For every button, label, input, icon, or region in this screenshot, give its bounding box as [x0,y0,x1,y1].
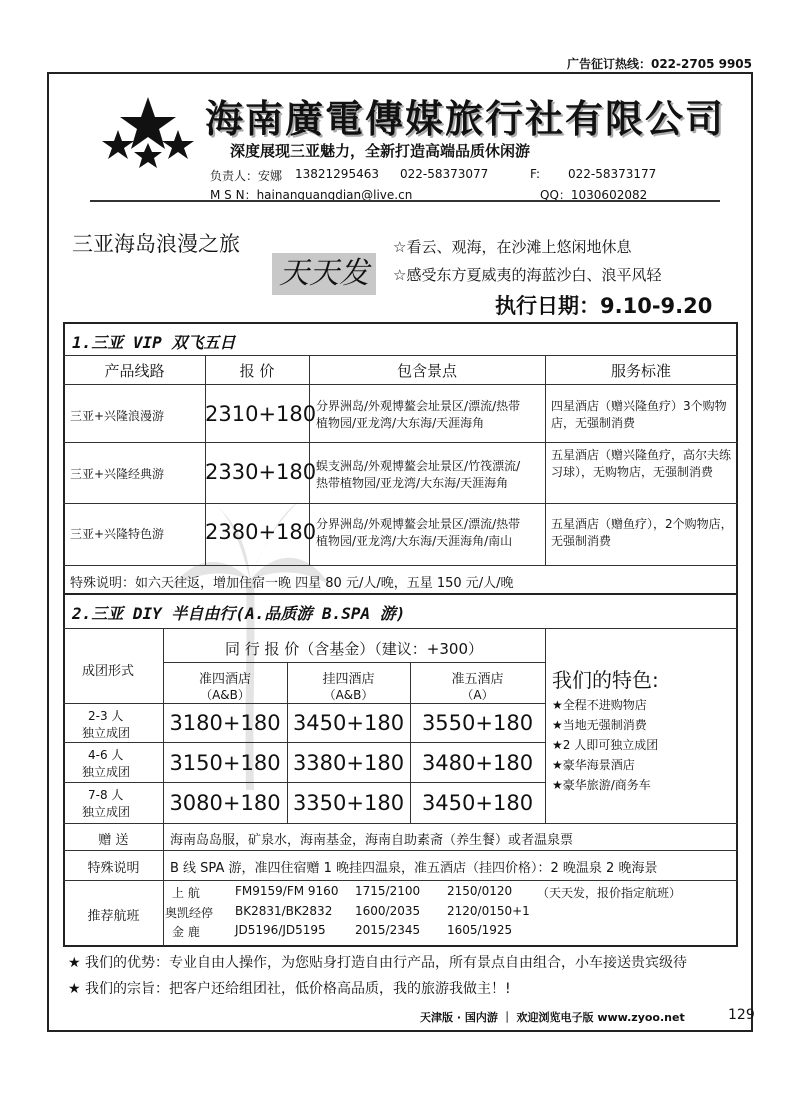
group-size: 4-6 人 [88,748,124,762]
hotel-sub: （A&B） [323,688,374,702]
header-route: 产品线路 [104,362,165,380]
contact-qq: QQ：1030602082 [540,188,648,202]
company-name: 海南廣電傳媒旅行社有限公司 [205,96,726,141]
contact-msn: M S N：hainanguangdian@live.cn [210,188,413,202]
route-price: 2380+180 [205,520,317,544]
row-divider [63,742,545,743]
flight-time: 2120/0150+1 [447,904,530,918]
route-name: 三亚+兴隆浪漫游 [70,409,165,423]
section-divider [63,593,738,595]
hotel-sub: （A&B） [200,688,250,702]
contact-tel: 022-58373077 [400,167,489,181]
price-header: 同 行 报 价（含基金）（建议：+300） [224,640,483,658]
contact-person: 负责人：安娜 [210,169,283,183]
group-size: 7-8 人 [88,788,124,802]
route-service: 四星酒店（赠兴隆鱼疗）3个购物店，无强制消费 [551,399,727,430]
route-price: 2310+180 [205,402,317,426]
route-name: 三亚+兴隆经典游 [70,467,165,481]
flight-number: JD5196/JD5195 [235,923,326,937]
section1-title: 1.三亚 VIP 双飞五日 [72,333,236,352]
diy-price: 3450+180 [292,711,405,735]
col-divider [545,628,546,823]
flight-time: 1605/1925 [447,923,513,937]
diy-price: 3080+180 [169,791,281,815]
star-logo-icon [100,95,195,170]
flight-airline: 金 鹿 [172,925,200,939]
row-divider [63,442,738,443]
group-form-label: 成团形式 [82,664,135,679]
flight-time: 1600/2035 [355,904,421,918]
flight-time: 2015/2345 [355,923,421,937]
diy-price: 3550+180 [421,711,534,735]
daily-badge: 天天发 [272,253,376,295]
row-divider [63,628,738,629]
route-service: 五星酒店（赠鱼疗），2个购物店，无强制消费 [551,517,733,548]
diy-price: 3150+180 [169,751,281,775]
gift-label: 赠 送 [98,833,129,848]
row-divider [63,565,738,566]
gift-text: 海南岛岛服，矿泉水，海南基金，海南自助素斋（养生餐）或者温泉票 [170,833,574,848]
row-divider [63,782,545,783]
row-divider [63,355,738,356]
section1-special: 特殊说明：如六天往返，增加住宿一晚 四星 80 元/人/晚，五星 150 元/人/晚 [70,576,514,591]
feature-item: ★当地无强制消费 [552,718,647,732]
col-divider [545,355,546,565]
group-type: 独立成团 [82,805,131,819]
row-divider [63,823,738,824]
flight-number: FM9159/FM 9160 [235,884,339,898]
diy-price: 3380+180 [292,751,405,775]
feature-item: ★豪华海景酒店 [552,758,635,772]
features-title: 我们的特色: [552,668,659,692]
diy-price: 3180+180 [169,711,281,735]
header-price: 报 价 [239,362,275,380]
feature-item: ★2 人即可独立成团 [552,738,659,752]
edition-info: 天津版 · 国内游 ｜ 欢迎浏览电子版 www.zyoo.net [420,1011,685,1024]
route-name: 三亚+兴隆特色游 [70,527,165,541]
row-divider [63,880,738,881]
our-advantage: ★ 我们的优势：专业自由人操作，为您贴身打造自由行产品，所有景点自由组合，小车接送贵宾级待 [68,955,687,971]
route-sights: 蜈支洲岛/外观博鳌会址景区/竹筏漂流/ [316,459,521,473]
hotel-name: 准四酒店 [198,672,251,687]
diy-price: 3450+180 [421,791,534,815]
hotel-name: 挂四酒店 [322,672,375,687]
flight-airline: 上 航 [172,886,200,900]
route-sights: 分界洲岛/外观博鳌会址景区/漂流/热带 [316,399,521,413]
route-price: 2330+180 [205,460,317,484]
hotel-sub: （A） [461,688,494,702]
route-sights: 植物园/亚龙湾/大东海/天涯海角 [316,416,485,430]
contact-fax: 022-58373177 [568,167,657,181]
exec-date: 执行日期：9.10-9.20 [495,294,713,318]
slogan: 深度展现三亚魅力，全新打造高端品质休闲游 [230,142,531,160]
group-type: 独立成团 [82,726,131,740]
route-sights: 分界洲岛/外观博鳌会址景区/漂流/热带 [316,517,521,531]
flight-note: （天天发，报价指定航班） [537,886,682,900]
flight-label: 推荐航班 [87,909,140,924]
diy-price: 3480+180 [421,751,534,775]
diy-price: 3350+180 [292,791,405,815]
group-type: 独立成团 [82,765,131,779]
fax-label: F: [530,167,541,181]
flight-time: 2150/0120 [447,884,513,898]
special-label: 特殊说明 [87,861,140,876]
row-divider [63,703,545,704]
promo-feature: ☆看云、观海，在沙滩上悠闲地休息 [393,238,632,256]
our-aim: ★ 我们的宗旨：把客户还给组团社，低价格高品质，我的旅游我做主！! [68,981,511,997]
group-size: 2-3 人 [88,709,124,723]
hotel-name: 准五酒店 [451,672,504,687]
flight-number: BK2831/BK2832 [235,904,333,918]
route-sights: 热带植物园/亚龙湾/大东海/天涯海角 [316,476,509,490]
row-divider [163,662,545,663]
row-divider [63,850,738,851]
contact-mobile: 13821295463 [295,167,379,181]
special-text: B 线 SPA 游，准四住宿赠 1 晚挂四温泉，准五酒店（挂四价格）：2 晚温泉 2 晚海景 [170,861,658,876]
flight-time: 1715/2100 [355,884,421,898]
header-sights: 包含景点 [396,362,457,380]
feature-item: ★豪华旅游/商务车 [552,778,651,792]
row-divider [63,384,738,385]
route-sights: 植物园/亚龙湾/大东海/天涯海角/南山 [316,534,513,548]
promo-feature: ☆感受东方夏威夷的海蓝沙白、浪平风轻 [393,266,662,284]
flight-airline: 奥凯经停 [165,906,214,920]
promo-title: 三亚海岛浪漫之旅 [72,232,240,256]
ad-hotline: 广告征订热线：022-2705 9905 [566,57,752,71]
page-number: 129 [728,1007,755,1023]
header-divider [90,200,720,202]
feature-item: ★全程不进购物店 [552,698,647,712]
section2-title: 2.三亚 DIY 半自由行(A.品质游 B.SPA 游) [72,604,406,623]
route-service: 五星酒店（赠兴隆鱼疗，高尔夫练习球），无购物店，无强制消费 [551,448,732,479]
row-divider [63,503,738,504]
header-service: 服务标准 [610,362,671,380]
